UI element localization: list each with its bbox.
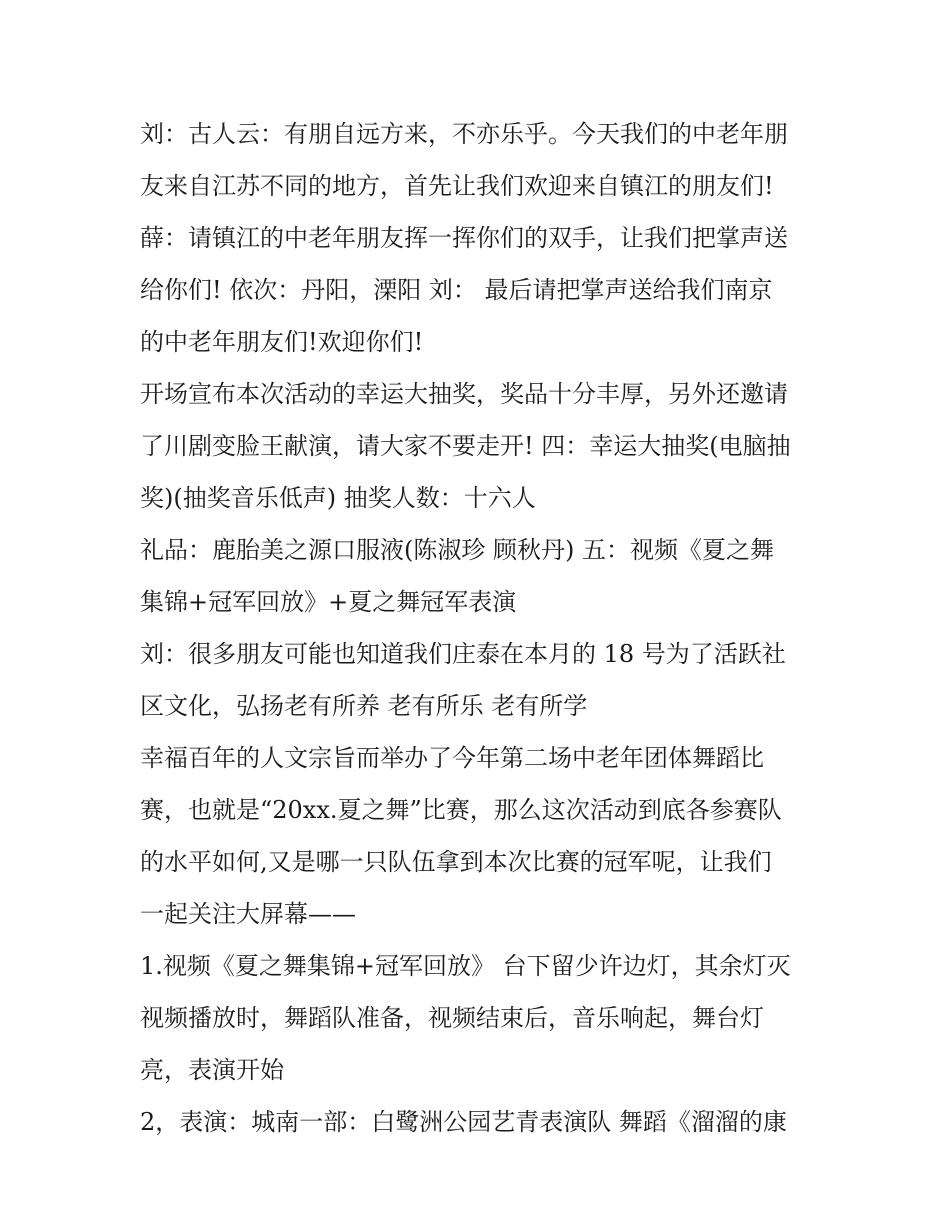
text-line: 开场宣布本次活动的幸运大抽奖，奖品十分丰厚，另外还邀请 <box>140 380 788 408</box>
text-line: 集锦+冠军回放》+夏之舞冠军表演 <box>140 588 517 616</box>
text-line: 刘：古人云：有朋自远方来，不亦乐乎。今天我们的中老年朋 <box>140 120 788 148</box>
text-line: 一起关注大屏幕—— <box>140 900 356 928</box>
text-line: 奖)(抽奖音乐低声) 抽奖人数：十六人 <box>140 484 536 512</box>
text-line: 1.视频《夏之舞集锦+冠军回放》 台下留少许边灯，其余灯灭 <box>140 952 791 980</box>
document-body <box>140 108 820 1148</box>
text-line: 亮，表演开始 <box>140 1056 284 1084</box>
text-line: 友来自江苏不同的地方，首先让我们欢迎来自镇江的朋友们! <box>140 172 774 200</box>
text-line: 区文化，弘扬老有所养 老有所乐 老有所学 <box>140 692 588 720</box>
text-line: 视频播放时，舞蹈队准备，视频结束后，音乐响起，舞台灯 <box>140 1004 764 1032</box>
text-line: 礼品：鹿胎美之源口服液(陈淑珍 顾秋丹) 五：视频《夏之舞 <box>140 536 774 564</box>
text-line: 刘：很多朋友可能也知道我们庄泰在本月的 18 号为了活跃社 <box>140 640 786 668</box>
text-line: 的中老年朋友们!欢迎你们! <box>140 328 424 356</box>
text-line: 2，表演：城南一部：白鹭洲公园艺青表演队 舞蹈《溜溜的康 <box>140 1108 787 1136</box>
text-line: 赛，也就是“20xx.夏之舞”比赛，那么这次活动到底各参赛队 <box>140 796 782 824</box>
text-line: 给你们! 依次：丹阳，溧阳 刘： 最后请把掌声送给我们南京 <box>140 276 773 304</box>
text-line: 幸福百年的人文宗旨而举办了今年第二场中老年团体舞蹈比 <box>140 744 764 772</box>
text-line: 了川剧变脸王献演，请大家不要走开! 四：幸运大抽奖(电脑抽 <box>140 432 791 460</box>
text-line: 薛：请镇江的中老年朋友挥一挥你们的双手，让我们把掌声送 <box>140 224 788 252</box>
text-line: 的水平如何,又是哪一只队伍拿到本次比赛的冠军呢，让我们 <box>140 848 772 876</box>
